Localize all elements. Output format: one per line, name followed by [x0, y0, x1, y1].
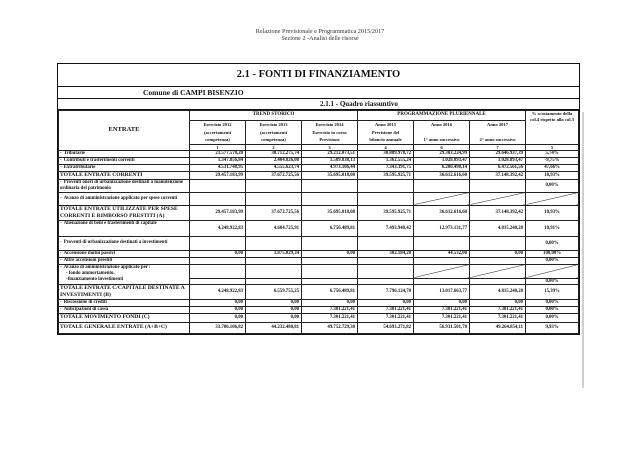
cell-value: 0,00 [246, 299, 302, 306]
row-label: TOTALE ENTRATE UTILIZZATE PER SPESE CORRENTI E RIMBORSO PRESTITI (A) [59, 205, 190, 220]
col-num: 7 [470, 144, 526, 150]
cell-empty [302, 236, 358, 250]
cell-value: 23.577.578,20 [190, 150, 246, 157]
cell-value: 7.301.221,41 [358, 306, 414, 313]
table-row [59, 157, 579, 164]
cell-pct: 0,00% [526, 313, 579, 322]
cell-value: 7.301.221,41 [414, 313, 470, 322]
cell-empty [190, 264, 246, 278]
cell-value: 30.889.978,72 [358, 150, 414, 157]
col-num: 5 [526, 144, 579, 150]
cell-pct: 0,00% [526, 299, 579, 306]
cell-empty [302, 179, 358, 192]
cell-empty [414, 179, 470, 192]
col-num: 4 [358, 144, 414, 150]
cell-value: 12.973.131,77 [414, 220, 470, 236]
cell-pct: 9,93% [526, 322, 579, 333]
cell-empty [358, 236, 414, 250]
col-header-2015: Anno 2015 Previsione del bilancio annuale [358, 121, 414, 145]
cell-value: 0,00 [470, 299, 526, 306]
cell-value: 6.756.489,81 [302, 284, 358, 299]
cell-value: 4.248.922,83 [190, 284, 246, 299]
col-num: 6 [414, 144, 470, 150]
cell-value: 0,00 [358, 299, 414, 306]
cell-value: 36.612.616,60 [414, 171, 470, 179]
cell-value: 0,00 [302, 299, 358, 306]
cell-value: 4.973.106,44 [302, 164, 358, 171]
cell-value: 37.148.392,42 [470, 205, 526, 220]
cell-value: 7.301.221,41 [470, 313, 526, 322]
cell-pct: 0,00% [526, 278, 579, 284]
cell-value: 37.672.725,56 [246, 205, 302, 220]
financing-sources-frame [57, 63, 580, 335]
cell-value: 1.347.856,84 [190, 157, 246, 164]
row-label: ◦ Proventi di urbanizzazione destinati a investimenti [59, 236, 190, 250]
table-row [59, 179, 579, 192]
cell-value: 49.264.854,11 [470, 322, 526, 333]
cell-empty [358, 264, 414, 278]
table-row [59, 236, 579, 250]
cell-pct: 0,00% [526, 236, 579, 250]
cell-value: 7.343.391,75 [358, 164, 414, 171]
cell-value: 0,00 [470, 250, 526, 257]
table-row [59, 257, 579, 264]
row-label: ◦ Alienazione di beni e trasferimenti di capitale [59, 220, 190, 236]
table-row-total [59, 205, 579, 220]
row-label: TOTALE ENTRATE C/CAPITALE DESTINATE A INVESTIMENTI (B) [59, 284, 190, 299]
cell-pct: 0,00% [526, 306, 579, 313]
document-header-title: Relazione Previsionale e Programmatica 2015/2017 [255, 28, 385, 35]
cell-empty [190, 179, 246, 192]
cell-value: 56.931.501,78 [414, 322, 470, 333]
table-row [59, 299, 579, 306]
cell-value: 0,00 [190, 250, 246, 257]
cell-value: 4.555.623,74 [246, 164, 302, 171]
cell-empty [246, 192, 302, 205]
cell-value: 37.672.725,56 [246, 171, 302, 179]
table-row [59, 192, 579, 205]
row-label: ◦ Proventi oneri di urbanizzazione destinati a manutenzione ordinaria del patrimonio [59, 179, 190, 192]
table-row [59, 164, 579, 171]
col-num: 1 [190, 144, 246, 150]
table-row [59, 306, 579, 313]
row-label: ◦ Contributi e trasferimenti correnti [59, 157, 190, 164]
row-label: TOTALE ENTRATE CORRENTI [59, 171, 190, 179]
row-label: ◦ Anticipazioni di cassa [59, 306, 190, 313]
table-row-total [59, 313, 579, 322]
cell-empty [302, 192, 358, 205]
cell-value: 1.028.893,47 [470, 157, 526, 164]
row-label: ◦ Accensione mutui passivi [59, 250, 190, 257]
cell-empty [190, 257, 246, 264]
cell-crossed [414, 264, 470, 278]
cell-value: 0,00 [190, 299, 246, 306]
cell-value: 0,00 [302, 250, 358, 257]
row-sublabel: -finanziamento investimenti [66, 277, 124, 282]
cell-empty [470, 236, 526, 250]
cell-value: 29.646.937,39 [470, 150, 526, 157]
document-header-section: Sezione 2 -Analisi delle risorse [281, 35, 359, 42]
cell-pct: 10,93% [526, 171, 579, 179]
row-label: ◦ Avanzo di amministrazione applicato per spese correnti [59, 192, 190, 205]
cell-value: 29.212.073,51 [302, 150, 358, 157]
cell-empty [302, 257, 358, 264]
cell-value: 54.693.271,82 [358, 322, 414, 333]
cell-empty [190, 236, 246, 250]
cell-empty [246, 236, 302, 250]
cell-value: 2.404.826,08 [246, 157, 302, 164]
cell-value: 0,00 [246, 313, 302, 322]
table-row [59, 220, 579, 236]
table-row-total [59, 284, 579, 299]
cell-empty [470, 257, 526, 264]
cell-value: 44.232.480,81 [246, 322, 302, 333]
cell-value: 7.493.940,42 [358, 220, 414, 236]
cell-value: 4.684.725,91 [246, 220, 302, 236]
cell-pct: 47,66% [526, 164, 579, 171]
cell-empty [190, 192, 246, 205]
cell-value: 0,00 [190, 306, 246, 313]
cell-value: 36.612.616,60 [414, 205, 470, 220]
cell-value: 1.875.029,34 [246, 250, 302, 257]
cell-value: 4.815.240,28 [470, 284, 526, 299]
programmazione-header: PROGRAMMAZIONE PLURIENNALE [358, 111, 526, 121]
cell-value: 33.706.106,82 [190, 322, 246, 333]
pct-header: % scostamento della col.4 rispetto alla col.3 [526, 111, 579, 145]
cell-value: 1.509.838,13 [302, 157, 358, 164]
cell-value: 7.796.124,70 [358, 284, 414, 299]
cell-pct: 10,91% [526, 220, 579, 236]
row-label-avanzo [59, 264, 190, 284]
row-label: ◦ Riscossione di crediti [59, 299, 190, 306]
cell-empty [246, 264, 302, 278]
cell-pct: 10,93% [526, 205, 579, 220]
cell-empty [358, 192, 414, 205]
cell-value: 49.752.729,30 [302, 322, 358, 333]
cell-value: 37.148.392,42 [470, 171, 526, 179]
cell-empty [358, 179, 414, 192]
table-row [59, 264, 579, 278]
table-group-header-row [59, 111, 579, 121]
cell-pct: -9,75% [526, 157, 579, 164]
cell-value: 302.184,28 [358, 250, 414, 257]
col-num: 3 [302, 144, 358, 150]
cell-value: 39.595.925,71 [358, 205, 414, 220]
cell-empty [414, 257, 470, 264]
cell-value: 4.815.240,28 [470, 220, 526, 236]
section-title: 2.1 - FONTI DI FINANZIAMENTO [58, 64, 579, 87]
cell-value: 13.017.663,77 [414, 284, 470, 299]
summary-table [58, 110, 579, 334]
section-subtitle: 2.1.1 - Quadro riassuntivo [58, 99, 579, 110]
cell-value: 0,00 [246, 306, 302, 313]
cell-value: 7.301.221,41 [302, 306, 358, 313]
row-label: ◦ Avanzo di amministrazione applicato per : [60, 265, 151, 270]
cell-value: 35.695.018,08 [302, 205, 358, 220]
cell-value: 7.301.221,41 [358, 313, 414, 322]
table-row [59, 250, 579, 257]
cell-value: 39.595.925,71 [358, 171, 414, 179]
trend-storico-header: TREND STORICO [190, 111, 358, 121]
cell-value: 29.457.183,99 [190, 205, 246, 220]
row-label: ◦ Tributarie [59, 150, 190, 157]
col-num: 2 [246, 144, 302, 150]
cell-empty [414, 236, 470, 250]
row-label: TOTALE GENERALE ENTRATE (A+B+C) [59, 322, 190, 333]
cell-empty [470, 179, 526, 192]
cell-value: 7.301.221,41 [414, 306, 470, 313]
frame-shadow [582, 112, 584, 388]
row-label: ◦ Altre accensioni prestiti [59, 257, 190, 264]
cell-value: 44.532,00 [414, 250, 470, 257]
table-row-total [59, 171, 579, 179]
cell-value: 29.303.224,99 [414, 150, 470, 157]
cell-crossed [526, 192, 579, 205]
cell-value: 7.301.221,41 [302, 313, 358, 322]
cell-crossed [526, 264, 579, 278]
col-header-2016: Anno 2016 1° anno successivo [414, 121, 470, 145]
cell-value: 7.301.221,41 [470, 306, 526, 313]
row-sublabel: - fondo ammortamento. [66, 271, 115, 276]
cell-crossed [470, 264, 526, 278]
col-header-2012: Esercizio 2012 (accertamenti competenza) [190, 121, 246, 145]
cell-pct: 0,00% [526, 179, 579, 192]
table-row [59, 150, 579, 157]
cell-value: 1.362.555,24 [358, 157, 414, 164]
cell-crossed [414, 192, 470, 205]
cell-empty [302, 264, 358, 278]
cell-value: 4.531.748,95 [190, 164, 246, 171]
cell-pct: 15,39% [526, 284, 579, 299]
row-label: ◦ Extratributarie [59, 164, 190, 171]
cell-value: 0,00 [190, 313, 246, 322]
cell-pct: 0,00% [526, 257, 579, 264]
col-header-2013: Esercizio 2013 (accertamenti competenza) [246, 121, 302, 145]
cell-empty [246, 179, 302, 192]
cell-value: 0,00 [414, 299, 470, 306]
col-header-2014: Esercizio 2014 Esercizio in corso Previsione [302, 121, 358, 145]
cell-value: 35.695.018,08 [302, 171, 358, 179]
cell-value: 6.756.489,81 [302, 220, 358, 236]
cell-value: 6.280.498,14 [414, 164, 470, 171]
cell-value: 29.457.183,99 [190, 171, 246, 179]
municipality-name: Comune di CAMPI BISENZIO [58, 87, 579, 99]
cell-crossed [470, 192, 526, 205]
cell-value: 4.248.922,83 [190, 220, 246, 236]
cell-value: 30.712.275,74 [246, 150, 302, 157]
cell-value: 1.028.893,47 [414, 157, 470, 164]
col-header-2017: Anno 2017 2° anno successivo [470, 121, 526, 145]
cell-empty [358, 257, 414, 264]
cell-pct: 5,74% [526, 150, 579, 157]
cell-value: 6.472.561,56 [470, 164, 526, 171]
row-label: TOTALE MOVIMENTO FONDI (C) [59, 313, 190, 322]
cell-empty [246, 257, 302, 264]
cell-value: 6.559.755,25 [246, 284, 302, 299]
cell-pct: 100,00% [526, 250, 579, 257]
entrate-header: ENTRATE [59, 111, 190, 151]
table-row-grand-total [59, 322, 579, 333]
